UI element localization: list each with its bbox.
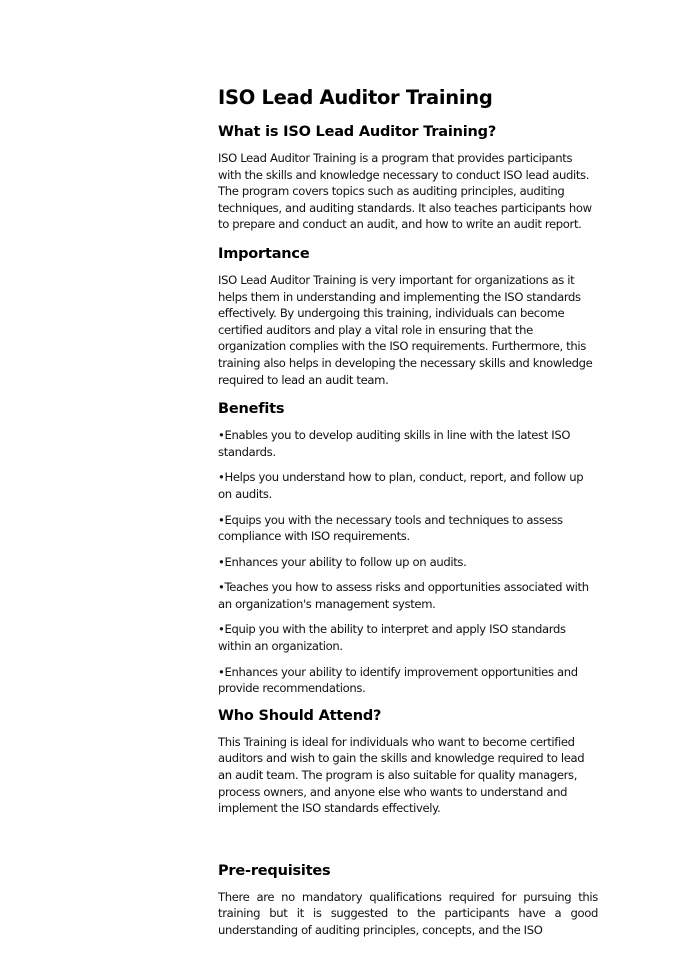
section-spacer [218, 828, 598, 861]
document-page [218, 86, 598, 950]
document-title: ISO Lead Auditor Training [218, 86, 493, 109]
section-heading-prereq: Pre-requisites [218, 862, 331, 879]
benefit-item: •Enhances your ability to identify improvement opportunities and provide recommendations. [218, 664, 578, 696]
benefit-item: •Enables you to develop auditing skills in line with the latest ISO standards. [218, 428, 571, 459]
section-body-importance: ISO Lead Auditor Training is very important for organizations as it helps them in understanding and implementing the ISO standards effectively. By undergoing this training, individuals can become certified auditors and play a vital role in ensuring that the organization complies with the ISO requirements. Furthermore, this training also helps in developing the necessary skills and knowledge required to lead an audit team. [218, 272, 593, 387]
benefit-item: •Enhances your ability to follow up on audits. [218, 554, 467, 569]
section-body-prereq: There are no mandatory qualifications required for pursuing this training but it is suggested to the participants have a good understanding of auditing principles, concepts, and the ISO [218, 889, 598, 937]
benefit-item: •Teaches you how to assess risks and opportunities associated with an organization's management system. [218, 580, 589, 611]
section-body-what: ISO Lead Auditor Training is a program that provides participants with the skills and knowledge necessary to conduct ISO lead audits. The program covers topics such as auditing principles, auditing techniques, and auditing standards. It also teaches participants how to prepare and conduct an audit, and how to write an audit report. [218, 151, 592, 232]
section-heading-benefits: Benefits [218, 401, 285, 418]
benefits-list [218, 427, 598, 697]
section-body-who: This Training is ideal for individuals who want to become certified auditors and wish to gain the skills and knowledge required to lead an audit team. The program is also suitable for quality managers, process owners, and anyone else who wants to understand and implement the ISO standards effectively. [218, 734, 585, 816]
section-heading-who: Who Should Attend? [218, 707, 382, 724]
section-heading-what: What is ISO Lead Auditor Training? [218, 124, 497, 140]
benefit-item: •Equips you with the necessary tools and techniques to assess compliance with ISO requirements. [218, 512, 563, 544]
benefit-item: •Helps you understand how to plan, conduct, report, and follow up on audits. [218, 470, 584, 501]
section-heading-importance: Importance [218, 245, 310, 262]
benefit-item: •Equip you with the ability to interpret and apply ISO standards within an organization. [218, 622, 566, 654]
